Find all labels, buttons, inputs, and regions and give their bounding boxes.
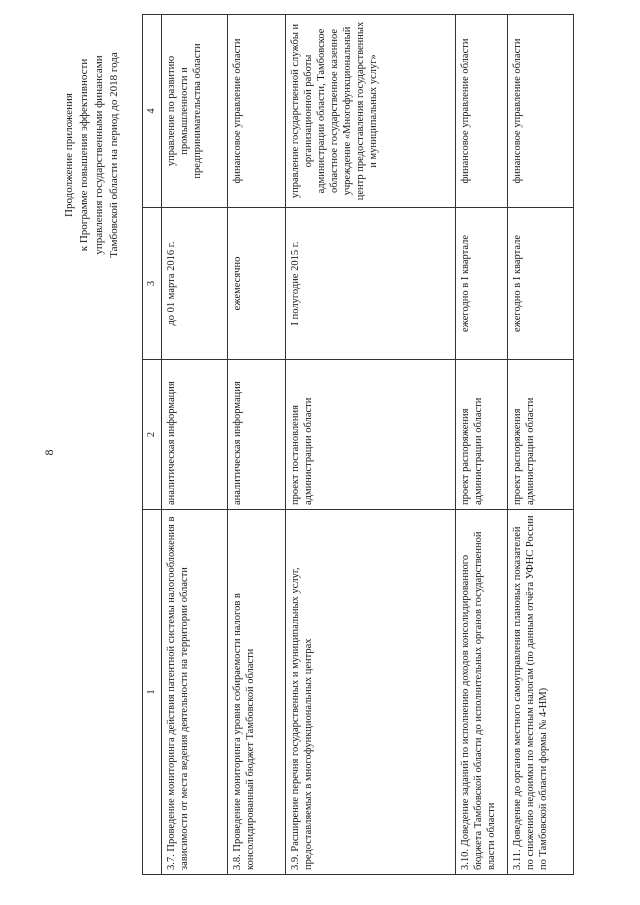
result-cell: аналитическая информация xyxy=(162,360,228,510)
table-row xyxy=(286,15,456,875)
table-row xyxy=(162,15,228,875)
column-number: 2 xyxy=(143,360,162,510)
responsible-cell: управление государственной службы и организационной работы администрации области, Тамбовское областное государственное казенное учреждение «Многофункциональный центр предоставления государственных и муниципальных услуг» xyxy=(286,15,456,208)
result-cell: проект постановления администрации области xyxy=(286,360,456,510)
responsible-cell: финансовое управление области xyxy=(508,15,574,208)
result-cell: проект распоряжения администрации области xyxy=(508,360,574,510)
responsible-cell: финансовое управление области xyxy=(228,15,286,208)
measure-cell: 3.7. Проведение мониторинга действия патентной системы налогообложения в зависимости от места ведения деятельности на территории области xyxy=(162,510,228,875)
column-number-row xyxy=(143,15,162,875)
deadline-cell: ежемесячно xyxy=(228,208,286,360)
header-line: управления государственными финансами xyxy=(93,55,105,255)
responsible-cell: управление по развитию промышленности и предпринимательства области xyxy=(162,15,228,208)
measure-cell: 3.11. Доведение до органов местного самоуправления плановых показателей по снижению недоимки по местным налогам (по данным отчёта УФНС России по Тамбовской области формы № 4-НМ) xyxy=(508,510,574,875)
header-line: к Программе повышения эффективности xyxy=(78,58,90,252)
deadline-cell: ежегодно в I квартале xyxy=(508,208,574,360)
column-number: 1 xyxy=(143,510,162,875)
result-cell: аналитическая информация xyxy=(228,360,286,510)
header-line: Продолжение приложения xyxy=(63,93,75,217)
table-row xyxy=(228,15,286,875)
result-cell: проект распоряжения администрации области xyxy=(456,360,508,510)
measure-cell: 3.10. Доведение заданий по исполнению доходов консолидированного бюджета Тамбовской области до исполнительных органов государственной власти области xyxy=(456,510,508,875)
deadline-cell: ежегодно в I квартале xyxy=(456,208,508,360)
appendix-header xyxy=(62,5,122,305)
table-row xyxy=(508,15,574,875)
header-line: Тамбовской области на период до 2018 года xyxy=(108,52,120,258)
measure-cell: 3.8. Проведение мониторинга уровня собираемости налогов в консолидированный бюджет Тамбовской области xyxy=(228,510,286,875)
deadline-cell: до 01 марта 2016 г. xyxy=(162,208,228,360)
column-number: 3 xyxy=(143,208,162,360)
measures-table xyxy=(142,14,574,875)
column-number: 4 xyxy=(143,15,162,208)
responsible-cell: финансовое управление области xyxy=(456,15,508,208)
page-number: 8 xyxy=(42,449,56,456)
table-row xyxy=(456,15,508,875)
measure-cell: 3.9. Расширение перечня государственных и муниципальных услуг, предоставляемых в многофункциональных центрах xyxy=(286,510,456,875)
deadline-cell: I полугодие 2015 г. xyxy=(286,208,456,360)
measures-table-wrapper xyxy=(142,15,574,875)
